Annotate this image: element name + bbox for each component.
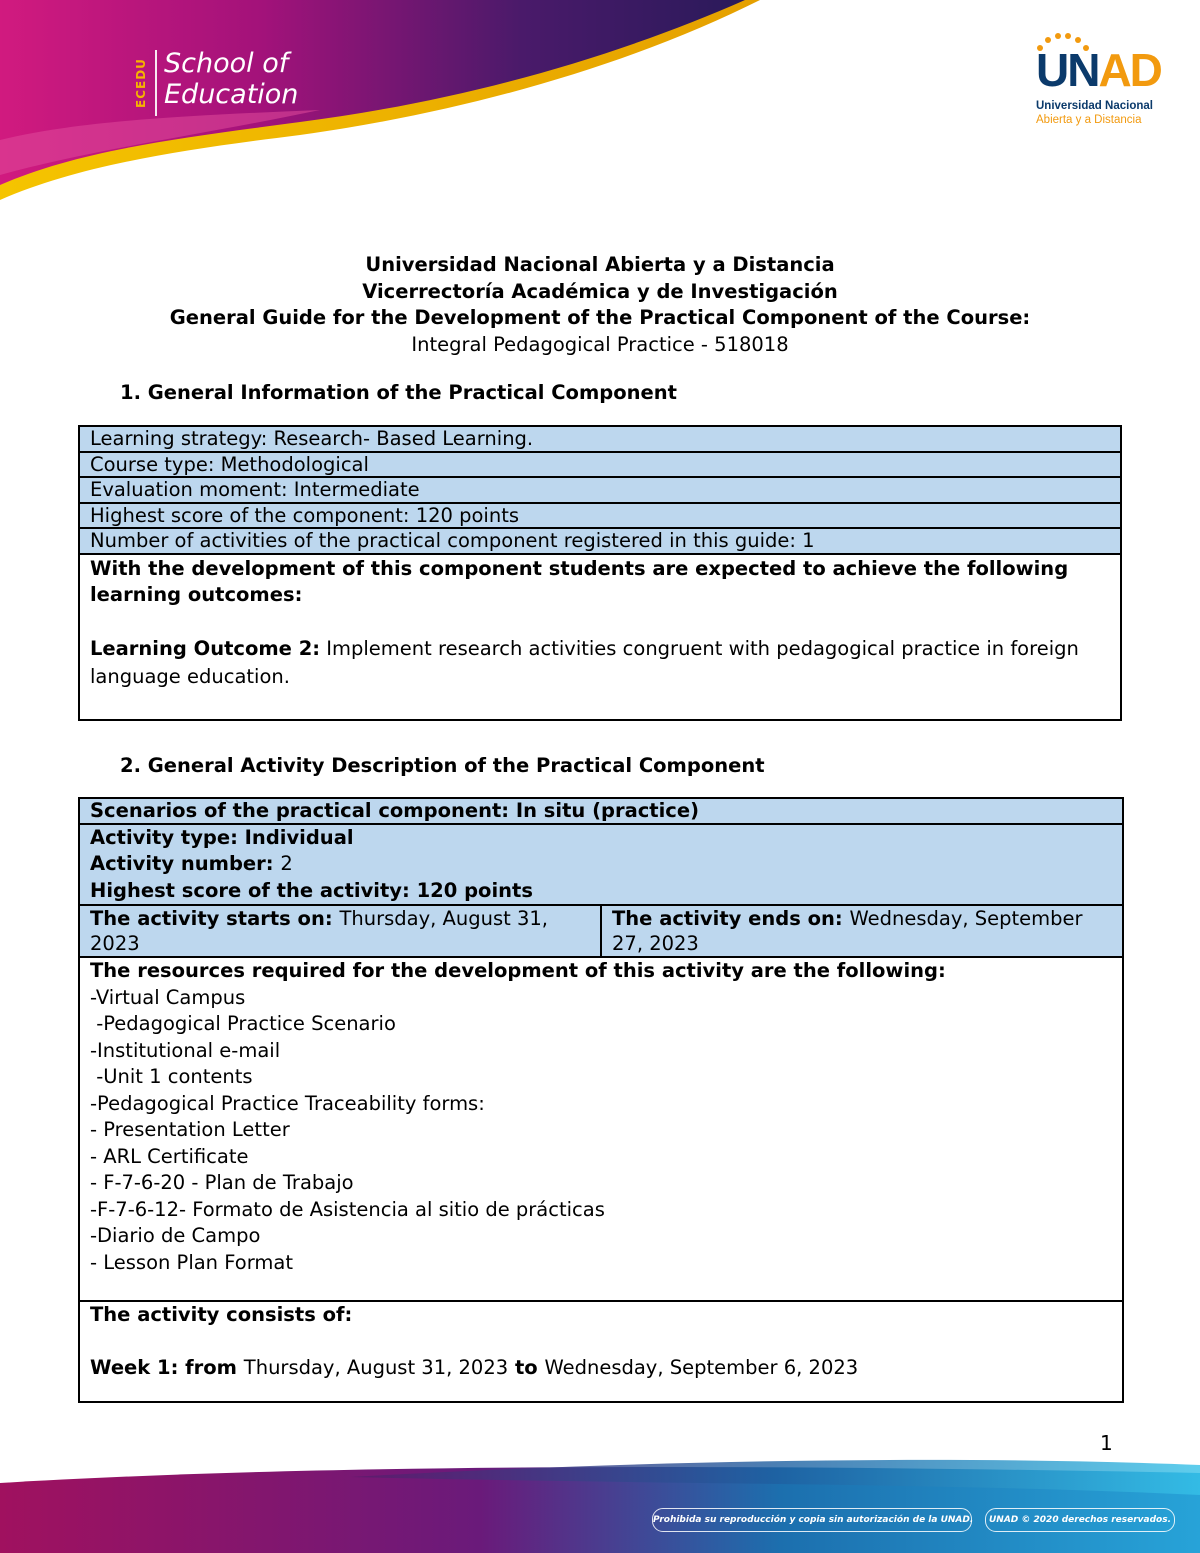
- unad-wordmark: [1036, 44, 1161, 96]
- unad-logo: [1032, 30, 1162, 130]
- resources-heading: The resources required for the development of this activity are the following:: [90, 959, 946, 982]
- resource-item: - ARL Certificate: [90, 1144, 249, 1168]
- learning-outcomes-cell: [79, 554, 1121, 720]
- footer-notice-reproduction: Prohibida su reproducción y copia sin autorización de la UNAD.: [652, 1508, 972, 1532]
- start-date: Thursday, August 31, 2023: [90, 907, 548, 955]
- end-date: Wednesday, September 27, 2023: [612, 907, 1083, 955]
- section1-heading: 1. General Information of the Practical Component: [120, 381, 677, 404]
- resource-item: -Virtual Campus: [90, 985, 246, 1009]
- activities-count-value: 1: [802, 529, 815, 552]
- resource-item: - F-7-6-20 - Plan de Trabajo: [90, 1171, 354, 1194]
- resource-item: - Presentation Letter: [90, 1118, 290, 1141]
- school-logo-line1: School of: [164, 48, 289, 79]
- school-logo-line2: Education: [164, 79, 299, 110]
- page-number: 1: [1100, 1431, 1113, 1455]
- title-guide: General Guide for the Development of the Practical Component of the Course:: [169, 306, 1031, 329]
- week-label: Week 1: from: [90, 1355, 244, 1379]
- evaluation-moment-cell: Evaluation moment: Intermediate: [79, 477, 1121, 503]
- resource-item: -Unit 1 contents: [90, 1065, 253, 1088]
- resource-item: -Diario de Campo: [90, 1224, 261, 1247]
- unad-un-letters: UN: [1036, 44, 1099, 96]
- resource-item: -F-7-6-12- Formato de Asistencia al sitio de prácticas: [90, 1197, 605, 1221]
- resource-item: -Pedagogical Practice Traceability forms:: [90, 1091, 485, 1115]
- week-to: to: [508, 1355, 545, 1379]
- resource-item: -Institutional e-mail: [90, 1038, 281, 1062]
- highest-score-cell: Highest score of the component: 120 points: [79, 503, 1121, 529]
- activity-details-cell: [79, 824, 1123, 906]
- logo-divider: [155, 50, 157, 116]
- footer-banner: [0, 1455, 1200, 1553]
- resources-cell: [79, 957, 1123, 1301]
- activity-start-cell: [79, 905, 601, 957]
- activities-count-cell: [79, 528, 1121, 554]
- scenarios-cell: Scenarios of the practical component: In situ (practice): [79, 798, 1123, 824]
- unad-ad-letters: AD: [1098, 44, 1161, 96]
- footer-notice-copyright: UNAD © 2020 derechos reservados.: [985, 1508, 1175, 1532]
- outcomes-intro: With the development of this component students are expected to achieve the following learning outcomes:: [90, 556, 1069, 606]
- activity-description-table: [78, 797, 1124, 1403]
- title-university: Universidad Nacional Abierta y a Distancia: [365, 253, 835, 276]
- activity-number-label: Activity number:: [90, 852, 281, 875]
- general-info-table: [78, 425, 1122, 721]
- unad-subtitle-1: Universidad Nacional: [1036, 100, 1153, 112]
- resource-item: - Lesson Plan Format: [90, 1250, 293, 1274]
- unad-subtitle-2: Abierta y a Distancia: [1036, 114, 1142, 126]
- activity-end-cell: [601, 905, 1123, 957]
- activity-consists-cell: [79, 1301, 1123, 1402]
- school-of-education-logo: [164, 48, 298, 110]
- learning-outcome-2: [90, 635, 1110, 691]
- activities-count-label: Number of activities of the practical component registered in this guide:: [90, 529, 803, 552]
- consists-heading: The activity consists of:: [90, 1303, 353, 1326]
- start-label: The activity starts on:: [90, 907, 340, 930]
- week-start: Thursday, August 31, 2023: [243, 1355, 509, 1379]
- title-course: Integral Pedagogical Practice - 518018: [411, 332, 789, 356]
- week-end: Wednesday, September 6, 2023: [544, 1355, 859, 1379]
- section2-heading: 2. General Activity Description of the Practical Component: [120, 754, 765, 777]
- outcome-label: Learning Outcome 2:: [90, 636, 321, 660]
- end-label: The activity ends on:: [612, 907, 850, 930]
- document-title: [0, 252, 1200, 358]
- resource-item: -Pedagogical Practice Scenario: [90, 1012, 396, 1035]
- activity-number-value: 2: [280, 852, 293, 875]
- course-type-cell: Course type: Methodological: [79, 452, 1121, 478]
- learning-strategy-cell: Learning strategy: Research- Based Learning.: [79, 426, 1121, 452]
- week-1-line: [90, 1355, 1112, 1382]
- activity-highest-score: Highest score of the activity: 120 points: [90, 878, 533, 902]
- title-vicerrectoria: Vicerrectoría Académica y de Investigación: [362, 279, 838, 303]
- outcome-text: Implement research activities congruent with pedagogical practice in foreign language education.: [90, 636, 1079, 688]
- activity-number: [90, 851, 1112, 878]
- ecedu-label: ECEDU: [134, 58, 148, 108]
- activity-type: Activity type: Individual: [90, 825, 354, 849]
